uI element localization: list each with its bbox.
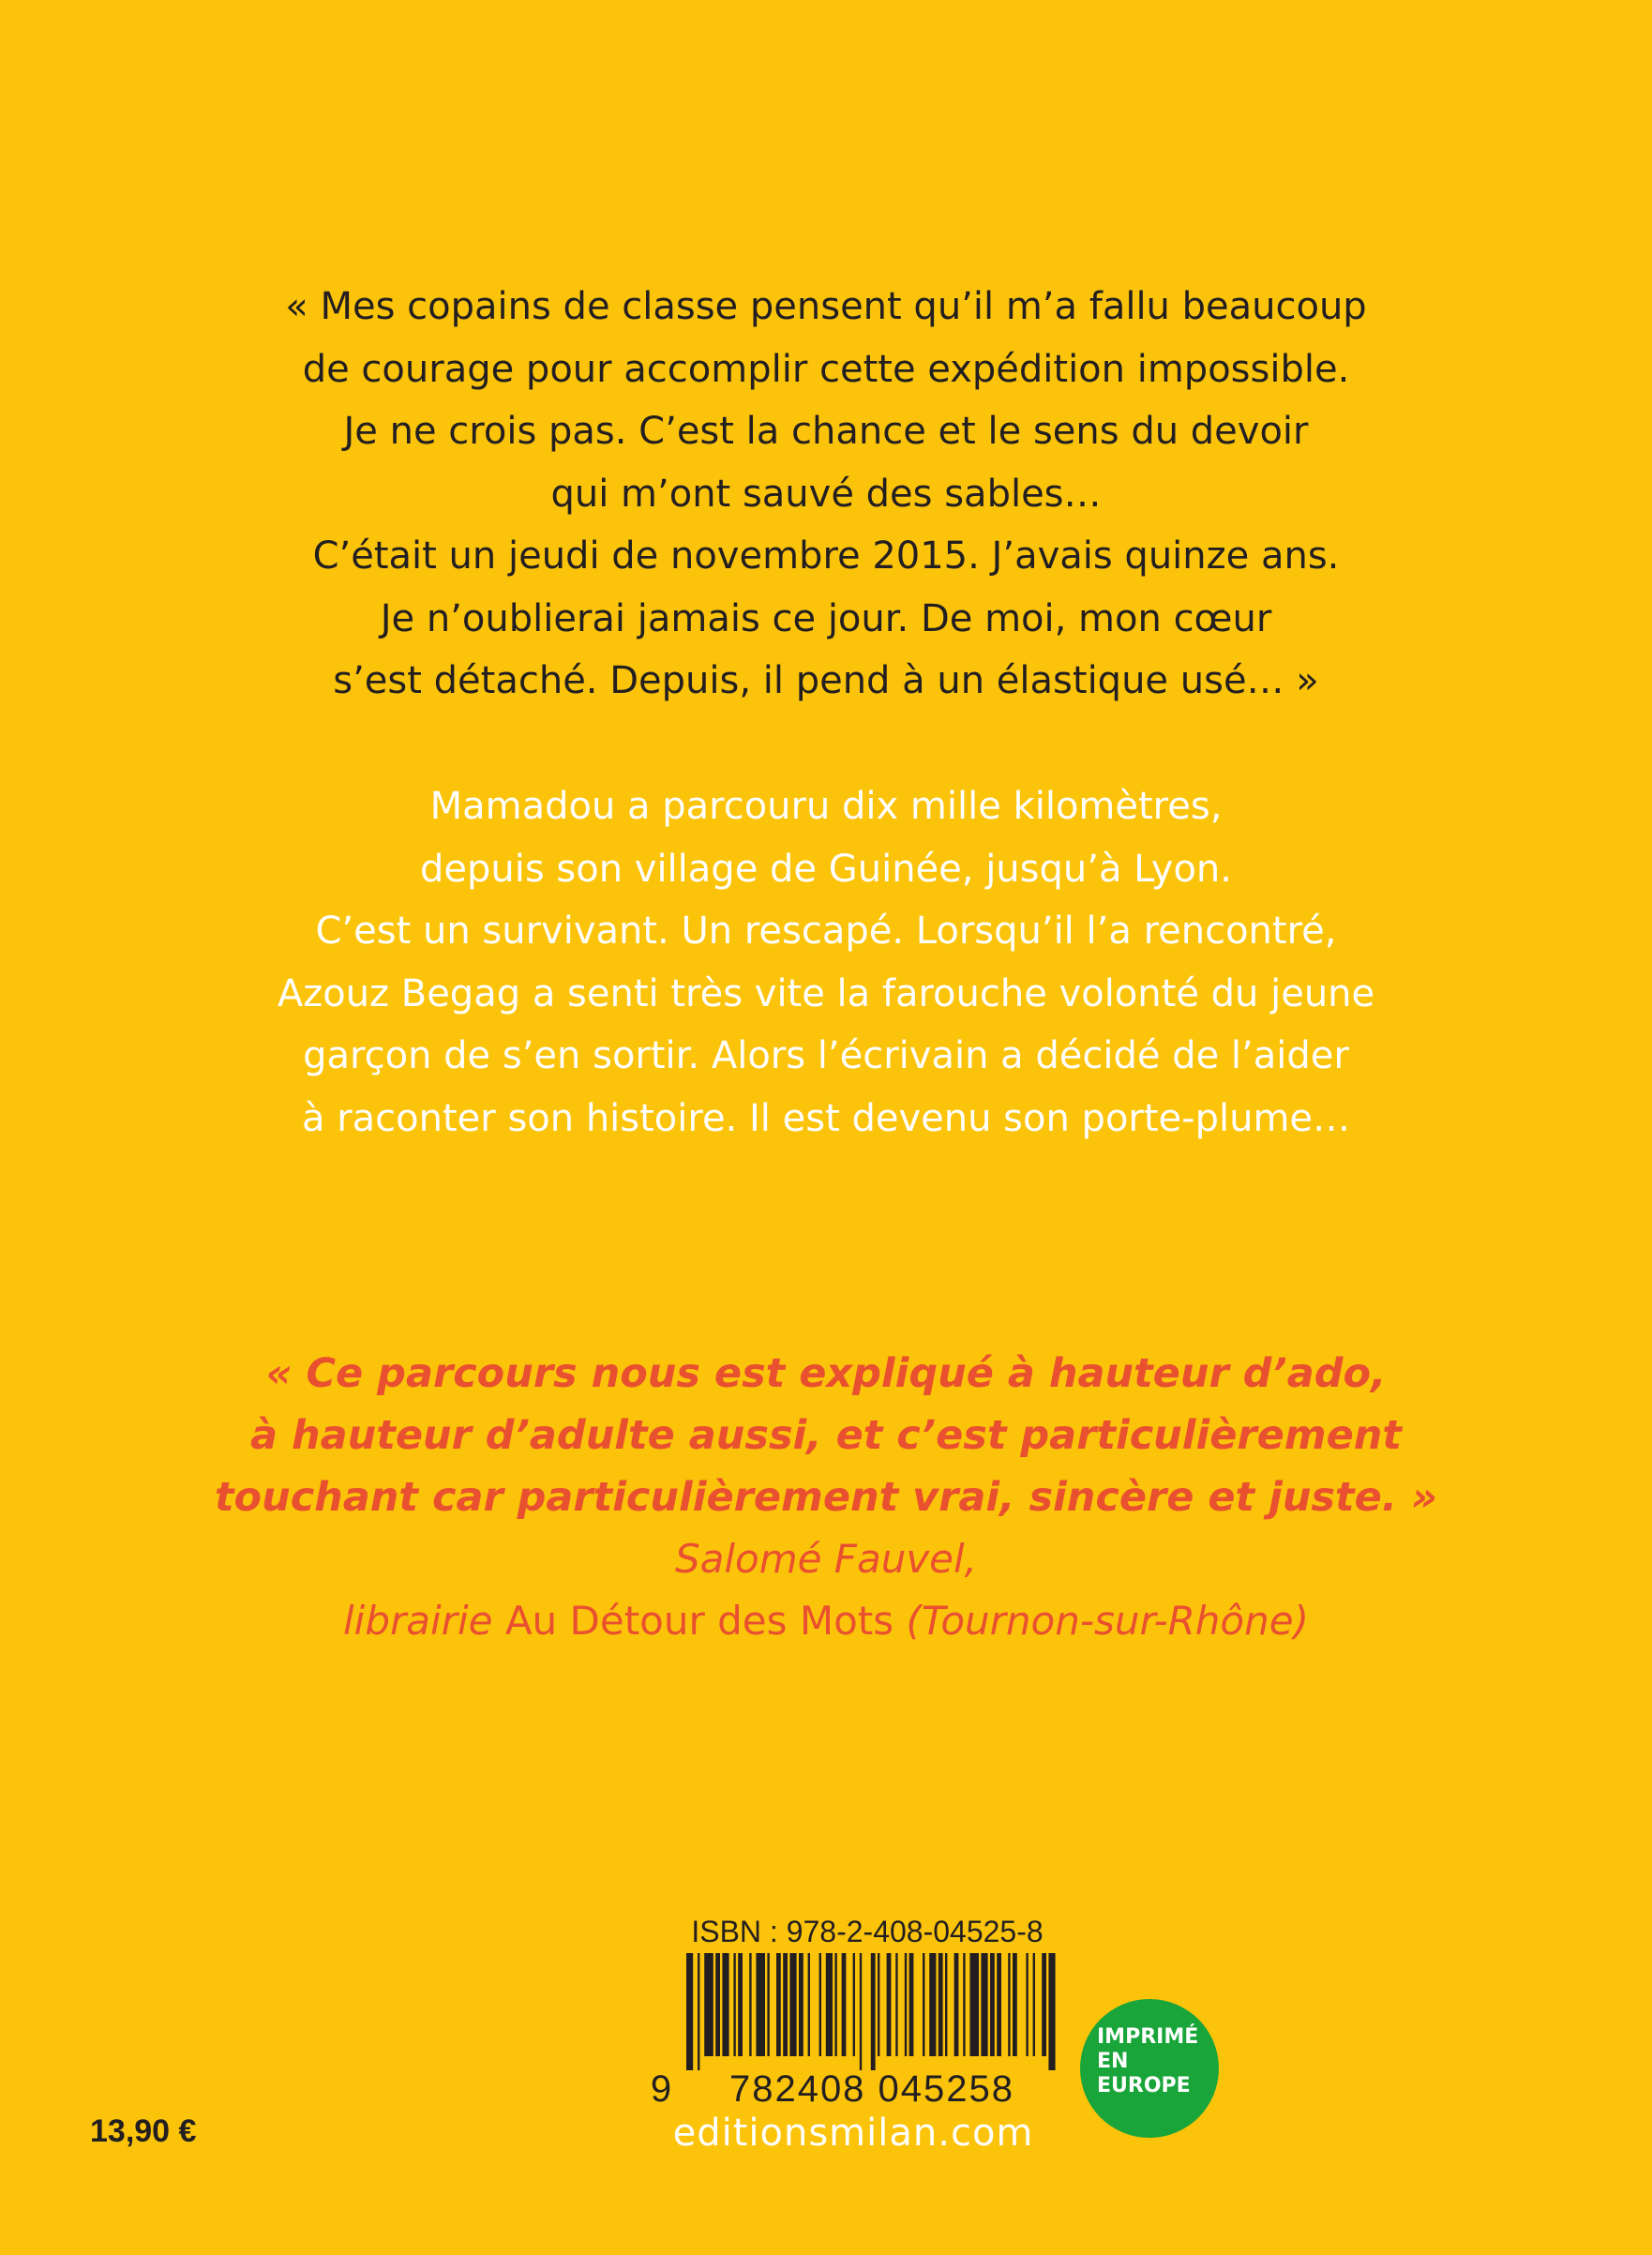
quote-line: qui m’ont sauvé des sables… [550,472,1102,516]
quote-line: de courage pour accomplir cette expédition impossible. [302,347,1350,391]
badge-line: EUROPE [1097,2074,1191,2097]
barcode-bar [715,1953,720,2056]
quote-line: « Mes copains de classe pensent qu’il m’a fallu beaucoup [285,285,1367,328]
summary-line: C’est un survivant. Un rescapé. Lorsqu’il l’a rencontré, [315,910,1337,953]
barcode-first-digit: 9 [650,2068,672,2110]
barcode-bar [826,1953,833,2056]
barcode-bar [783,1953,788,2056]
barcode-digits: 782408 045258 [728,2068,1015,2110]
barcode-bar [945,1953,947,2056]
summary-line: Mamadou a parcouru dix mille kilomètres, [429,785,1223,828]
barcode-bar [923,1953,924,2056]
barcode-bar [767,1953,769,2056]
review-line: « Ce parcours nous est expliqué à hauteur d’ado, [265,1350,1387,1397]
barcode-bar [997,1953,1001,2056]
barcode-bar [963,1953,965,2056]
review-source [0,1590,1652,1652]
summary-line: Azouz Begag a senti très vite la farouche volonté du jeune [277,971,1375,1015]
publisher-website: editionsmilan.com [672,2112,1034,2155]
barcode-bar [853,1953,855,2056]
barcode-bar [842,1953,847,2056]
barcode-bar [1042,1953,1046,2056]
review-line: à hauteur d’adulte aussi, et c’est particulièrement [250,1412,1402,1459]
barcode-bar [776,1953,781,2056]
barcode [647,1953,1059,2112]
review-quote [0,1343,1652,1528]
barcode-bar [969,1953,979,2056]
barcode-bar [819,1953,821,2056]
book-summary [0,775,1652,1150]
source-prefix: librairie [343,1598,505,1644]
barcode-bar [939,1953,943,2056]
barcode-bar [878,1953,879,2056]
barcode-bar [895,1953,897,2056]
summary-line: depuis son village de Guinée, jusqu’à Lyon. [419,847,1232,891]
barcode-bar [1026,1953,1028,2056]
quote-line: Je ne crois pas. C’est la chance et le sens du devoir [343,410,1309,453]
barcode-bar [789,1953,796,2056]
quote-line: Je n’oublierai jamais ce jour. De moi, mon cœur [380,596,1272,640]
barcode-bar [799,1953,803,2056]
barcode-bar [704,1953,713,2056]
barcode-bar [1008,1953,1010,2056]
isbn-label: ISBN : 978-2-408-04525-8 [691,1915,1044,1948]
badge-line: IMPRIMÉ [1097,2025,1199,2049]
price: 13,90 € [90,2113,197,2149]
barcode-bar [834,1953,836,2056]
barcode-bar [905,1953,907,2056]
barcode-bar [1048,1953,1055,2070]
review-line: touchant car particulièrement vrai, sincère et juste. » [214,1474,1437,1521]
barcode-bar [871,1953,876,2070]
summary-line: garçon de s’en sortir. Alors l’écrivain a décidé de l’aider [303,1034,1349,1077]
barcode-bar [738,1953,743,2056]
bookshop-name: Au Détour des Mots [504,1598,894,1644]
quote-line: s’est détaché. Depuis, il pend à un élastique usé… » [333,659,1319,702]
printed-in-europe-badge [1080,1999,1219,2138]
summary-line: à raconter son histoire. Il est devenu son porte-plume… [301,1096,1351,1140]
quote-line: C’était un jeudi de novembre 2015. J’avais quinze ans. [312,534,1340,578]
review-author: Salomé Fauvel, [674,1536,978,1582]
badge-line: EN [1097,2050,1129,2073]
barcode-bar [954,1953,959,2056]
intro-quote [0,276,1652,713]
barcode-bar [722,1953,728,2056]
barcode-bar [990,1953,995,2056]
barcode-bar [749,1953,751,2056]
barcode-bar [733,1953,735,2056]
barcode-bar [756,1953,765,2056]
barcode-bar [909,1953,914,2056]
barcode-bar [860,1953,862,2070]
barcode-bar [929,1953,936,2056]
badge-text [1097,2025,1209,2098]
barcode-bar [686,1953,693,2070]
barcode-bars [647,1953,1059,2070]
review-attribution [0,1528,1652,1652]
barcode-bar [1013,1953,1017,2056]
bookshop-place: (Tournon-sur-Rhône) [894,1598,1309,1644]
barcode-bar [808,1953,810,2056]
barcode-bar [887,1953,892,2056]
barcode-bar [698,1953,699,2070]
barcode-bar [981,1953,987,2056]
barcode-bar [1033,1953,1035,2056]
